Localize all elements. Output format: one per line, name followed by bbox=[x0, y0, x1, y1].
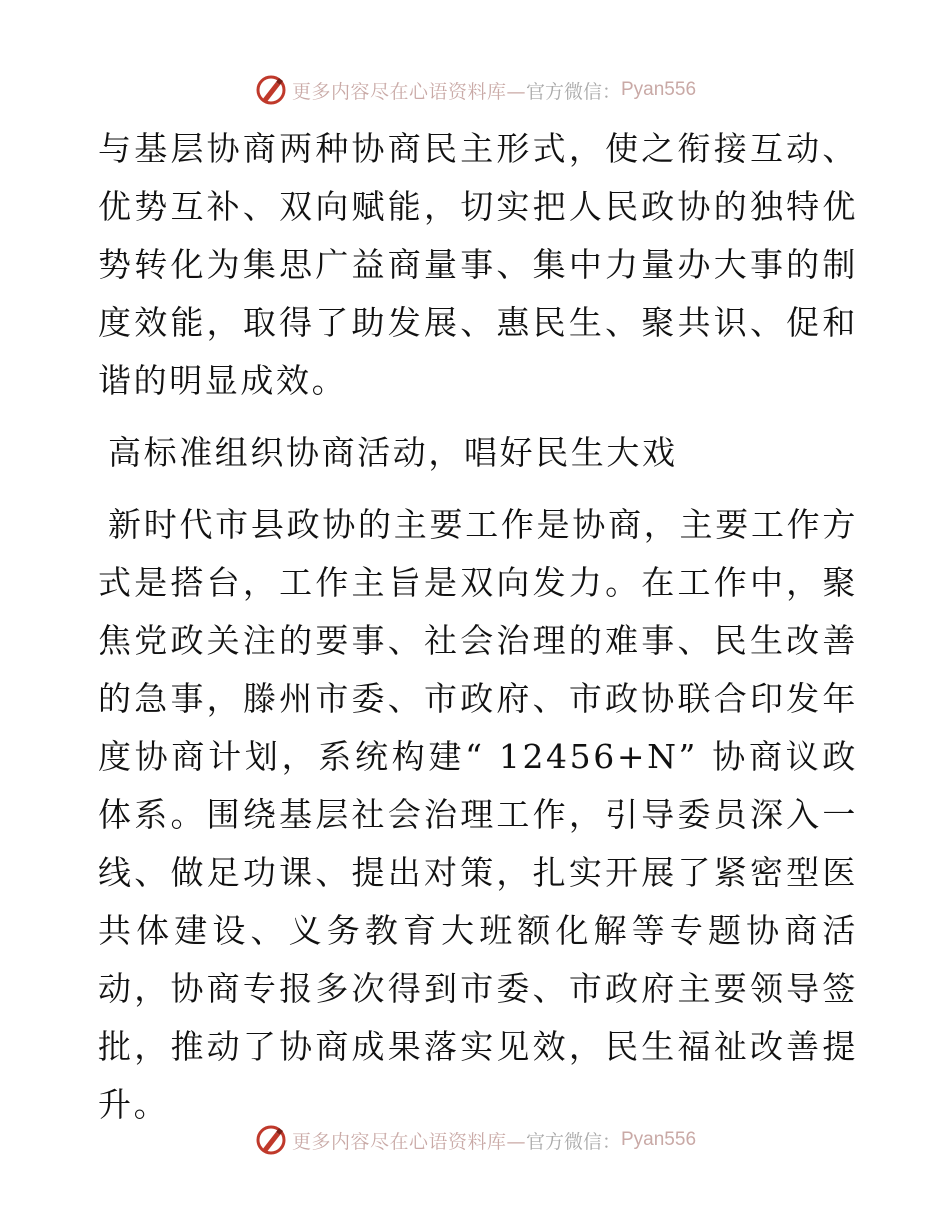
banner-wechat-label: 官方微信： bbox=[525, 1130, 621, 1153]
pen-circle-logo-icon bbox=[254, 1123, 288, 1157]
banner-text: 更多内容尽在心语资料库— bbox=[291, 80, 526, 103]
footer-banner bbox=[0, 1120, 950, 1160]
paragraph-continued: 与基层协商两种协商民主形式，使之衔接互动、优势互补、双向赋能，切实把人民政协的独特优势转化为集思广益商量事、集中力量办大事的制度效能，取得了助发展、惠民生、聚共识、促和谐的明显成效。 bbox=[98, 129, 858, 400]
banner-text: 更多内容尽在心语资料库— bbox=[291, 1130, 526, 1153]
banner-wechat-id: Pyan556 bbox=[621, 79, 697, 100]
section-heading: 高标准组织协商活动，唱好民生大戏 bbox=[108, 433, 678, 472]
pen-circle-logo-icon bbox=[254, 73, 288, 107]
paragraph-main: 新时代市县政协的主要工作是协商，主要工作方式是搭台，工作主旨是双向发力。在工作中，聚焦党政关注的要事、社会治理的难事、民生改善的急事，滕州市委、市政府、市政协联合印发年度协商计划，系统构建“ 12456+N” 协商议政体系。围绕基层社会治理工作，引导委员深入一线、做足功课、提出对策，扎实开展了紧密型医共体建设、义务教育大班额化解等专题协商活动，协商专报多次得到市委、市政府主要领导签批，推动了协商成果落实见效，民生福祉改善提升。 bbox=[98, 505, 858, 1124]
banner-wechat-id: Pyan556 bbox=[621, 1129, 697, 1150]
header-banner bbox=[0, 70, 950, 110]
document-body bbox=[98, 120, 858, 1134]
banner-wechat-label: 官方微信： bbox=[525, 80, 621, 103]
